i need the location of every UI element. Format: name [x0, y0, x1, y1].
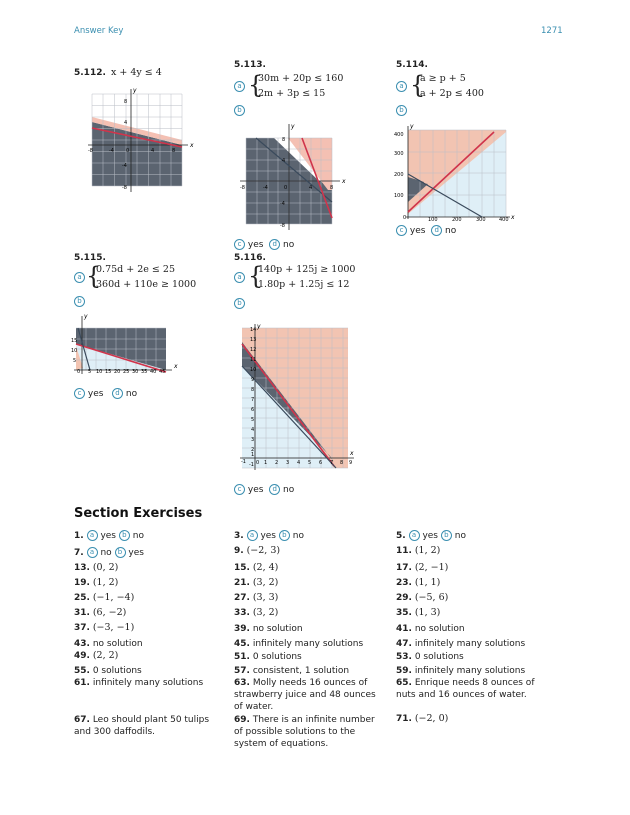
- tick-label: 0: [256, 460, 260, 466]
- exercise-answer: (1, 1): [414, 577, 441, 588]
- tick-label: 13: [250, 337, 257, 343]
- exercise-number: 19.: [74, 578, 90, 588]
- exercise-answer: consistent, 1 solution: [252, 666, 350, 676]
- exercise-number: 13.: [74, 563, 90, 573]
- tick-label: 8: [340, 460, 344, 466]
- exercise-number: 51.: [234, 652, 250, 662]
- exercise-15: [234, 562, 384, 574]
- tick-label: 6: [319, 460, 323, 466]
- y-axis-label: y: [133, 87, 137, 94]
- tick-label: 0: [403, 215, 407, 221]
- exercise-answer: (−2, 3): [246, 545, 281, 556]
- exercise-27: [234, 592, 384, 604]
- part-a-marker: a: [247, 530, 258, 541]
- part-d-marker: d: [431, 225, 442, 236]
- brace: {: [248, 262, 264, 290]
- exercise-number: 1.: [74, 531, 84, 541]
- tick-label: -8: [122, 185, 127, 191]
- page-number: 1271: [541, 26, 563, 36]
- part-c-marker: c: [74, 388, 85, 399]
- tick-label: -1: [241, 459, 246, 465]
- exercise-number: 49.: [74, 651, 90, 661]
- exercise-answer: (2, −1): [414, 562, 449, 573]
- inequality-2: 2m + 3p ≤ 15: [258, 88, 326, 99]
- tick-label: 4: [251, 427, 255, 433]
- part-a-marker: a: [87, 530, 98, 541]
- exercise-answer: 0 solutions: [252, 652, 302, 662]
- problem-5-112: [74, 60, 162, 79]
- part-a-marker: a: [409, 530, 420, 541]
- inequality-2: 360d + 110e ≥ 1000: [96, 279, 197, 290]
- exercise-answer: (−2, 0): [414, 713, 449, 724]
- running-header-title: Answer Key: [74, 26, 124, 36]
- tick-label: 5: [88, 369, 92, 375]
- exercise-number: 47.: [396, 639, 412, 649]
- exercise-67: [74, 714, 224, 738]
- exercise-number: 15.: [234, 563, 250, 573]
- exercise-answer: (3, 2): [252, 577, 279, 588]
- tick-label: 8: [251, 387, 255, 393]
- graph-5-115: [68, 310, 188, 380]
- tick-label: 5: [73, 358, 77, 364]
- exercise-1: [74, 530, 224, 542]
- problem-number: 5.114.: [396, 60, 428, 70]
- part-c-marker: c: [396, 225, 407, 236]
- part-b-marker: b: [441, 530, 452, 541]
- tick-label: 300: [476, 217, 486, 222]
- part-b-marker: b: [234, 298, 245, 309]
- tick-label: 9: [251, 377, 255, 383]
- part-d-marker: d: [112, 388, 123, 399]
- part-b-marker: b: [119, 530, 130, 541]
- exercise-number: 53.: [396, 652, 412, 662]
- exercise-answer: (1, 2): [92, 577, 119, 588]
- exercise-number: 59.: [396, 666, 412, 676]
- answer-b: no: [292, 531, 304, 541]
- exercise-number: 27.: [234, 593, 250, 603]
- exercise-number: 55.: [74, 666, 90, 676]
- tick-label: 5: [308, 460, 312, 466]
- part-c-d-answers: [234, 484, 294, 495]
- tick-label: 2: [251, 447, 255, 453]
- answer-d: no: [445, 226, 457, 236]
- x-axis-label: x: [174, 363, 178, 370]
- tick-label: 0: [77, 369, 81, 375]
- exercise-number: 69.: [234, 715, 250, 725]
- exercise-number: 57.: [234, 666, 250, 676]
- exercise-answer: no solution: [252, 624, 303, 634]
- part-b-marker: b: [115, 547, 126, 558]
- tick-label: 10: [96, 369, 103, 375]
- exercise-47: [396, 638, 556, 650]
- exercise-49: [74, 650, 224, 662]
- exercise-29: [396, 592, 546, 604]
- exercise-answer: (2, 2): [92, 650, 119, 661]
- tick-label: 1: [251, 452, 255, 458]
- inequality-2: 1.80p + 1.25j ≤ 12: [258, 279, 350, 290]
- part-b-marker: b: [74, 296, 85, 307]
- answer-c: yes: [87, 389, 104, 399]
- exercise-answer: (2, 4): [252, 562, 279, 573]
- exercise-11: [396, 545, 546, 557]
- tick-label: 4: [297, 460, 301, 466]
- answer-a: yes: [100, 531, 116, 541]
- exercise-answer: (1, 3): [414, 607, 441, 618]
- exercise-69: [234, 714, 384, 750]
- exercise-number: 11.: [396, 546, 412, 556]
- answer-b: no: [454, 531, 466, 541]
- exercise-number: 25.: [74, 593, 90, 603]
- tick-label: 14: [250, 327, 257, 333]
- tick-label: 10: [250, 367, 257, 373]
- exercise-answer: (3, 3): [252, 592, 279, 603]
- exercise-3: [234, 530, 384, 542]
- exercise-number: 3.: [234, 531, 244, 541]
- tick-label: 11: [250, 357, 257, 363]
- tick-label: 0: [284, 185, 288, 191]
- answer-d: no: [125, 389, 138, 399]
- exercise-63: [234, 677, 384, 713]
- tick-label: 2: [275, 460, 279, 466]
- y-axis-label: y: [84, 313, 88, 320]
- tick-label: 35: [141, 369, 148, 375]
- tick-label: 3: [251, 437, 255, 443]
- inequality-1: a ≥ p + 5: [420, 73, 466, 84]
- section-title: Section Exercises: [74, 506, 203, 521]
- exercise-answer: 0 solutions: [414, 652, 464, 662]
- exercise-37: [74, 622, 224, 634]
- tick-label: 200: [452, 217, 462, 222]
- answer-c: yes: [247, 485, 264, 495]
- exercise-9: [234, 545, 384, 557]
- exercise-number: 65.: [396, 678, 412, 688]
- answer-a: no: [100, 548, 112, 558]
- x-axis-label: x: [342, 178, 346, 185]
- tick-label: 40: [150, 369, 157, 375]
- exercise-number: 17.: [396, 563, 412, 573]
- tick-label: -4: [263, 185, 268, 191]
- part-c-d-answers: [74, 388, 137, 399]
- y-axis-label: y: [257, 323, 261, 330]
- problem-5-113: [234, 60, 266, 70]
- inequality-1: 140p + 125j ≥ 1000: [258, 264, 356, 275]
- part-a-marker: a: [74, 272, 85, 283]
- tick-label: 4: [124, 120, 128, 126]
- answer-c: yes: [409, 226, 426, 236]
- exercise-answer: 0 solutions: [92, 666, 142, 676]
- exercise-55: [74, 665, 224, 677]
- inequality-2: a + 2p ≤ 400: [420, 88, 484, 99]
- exercise-53: [396, 651, 546, 663]
- answer-d: no: [283, 240, 295, 250]
- exercise-number: 29.: [396, 593, 412, 603]
- problem-number: 5.113.: [234, 60, 266, 70]
- tick-label: 8: [172, 148, 176, 154]
- part-c-marker: c: [234, 239, 245, 250]
- exercise-45: [234, 638, 394, 650]
- part-a-marker: a: [87, 547, 98, 558]
- exercise-21: [234, 577, 384, 589]
- exercise-answer: (1, 2): [414, 545, 441, 556]
- tick-label: 4: [282, 158, 286, 164]
- part-b-marker: b: [396, 105, 407, 116]
- answer-a: yes: [260, 531, 276, 541]
- tick-label: -4: [280, 201, 285, 207]
- graph-5-116: [230, 322, 360, 472]
- answer-d: no: [283, 485, 295, 495]
- exercise-answer: infinitely many solutions: [252, 639, 364, 649]
- tick-label: -8: [240, 185, 245, 191]
- exercise-answer: There is an infinite number of possible solutions to the system of equations.: [234, 715, 375, 749]
- exercise-number: 31.: [74, 608, 90, 618]
- tick-label: 15: [105, 369, 112, 375]
- exercise-33: [234, 607, 384, 619]
- exercise-answer: (3, 2): [252, 607, 279, 618]
- exercise-13: [74, 562, 224, 574]
- x-axis-label: x: [350, 450, 354, 457]
- exercise-7: [74, 547, 224, 559]
- tick-label: 200: [394, 172, 404, 178]
- answer-a: yes: [422, 531, 438, 541]
- tick-label: 5: [251, 417, 255, 423]
- exercise-31: [74, 607, 224, 619]
- problem-number: 5.112.: [74, 68, 106, 78]
- exercise-43: [74, 638, 224, 650]
- exercise-number: 5.: [396, 531, 406, 541]
- tick-label: 8: [124, 99, 128, 105]
- exercise-number: 45.: [234, 639, 250, 649]
- exercise-answer: Enrique needs 8 ounces of nuts and 16 ounces of water.: [396, 678, 535, 700]
- part-a-marker: a: [396, 81, 407, 92]
- tick-label: 8: [330, 185, 334, 191]
- exercise-answer: (−3, −1): [92, 622, 135, 633]
- exercise-number: 9.: [234, 546, 244, 556]
- exercise-number: 35.: [396, 608, 412, 618]
- exercise-23: [396, 577, 546, 589]
- exercise-number: 63.: [234, 678, 250, 688]
- part-c-d-answers: [396, 225, 456, 236]
- part-c-marker: c: [234, 484, 245, 495]
- tick-label: -1: [249, 462, 254, 468]
- exercise-answer: infinitely many solutions: [92, 678, 204, 688]
- problem-number: 5.115.: [74, 253, 106, 263]
- exercise-51: [234, 651, 384, 663]
- exercise-number: 37.: [74, 623, 90, 633]
- tick-label: 25: [123, 369, 130, 375]
- tick-label: 6: [251, 407, 255, 413]
- tick-label: 100: [428, 217, 438, 222]
- exercise-number: 39.: [234, 624, 250, 634]
- tick-label: -8: [280, 223, 285, 229]
- tick-label: -8: [88, 148, 93, 154]
- part-a-marker: a: [234, 272, 245, 283]
- tick-label: -4: [109, 148, 114, 154]
- exercise-answer: (0, 2): [92, 562, 119, 573]
- exercise-19: [74, 577, 224, 589]
- tick-label: 7: [251, 397, 255, 403]
- answer-b: no: [132, 531, 144, 541]
- tick-label: 10: [71, 348, 78, 354]
- y-axis-label: y: [291, 123, 295, 130]
- graph-5-112: [80, 86, 195, 196]
- part-b-marker: b: [279, 530, 290, 541]
- tick-label: 12: [250, 347, 257, 353]
- answer-c: yes: [247, 240, 264, 250]
- exercise-35: [396, 607, 546, 619]
- exercise-answer: (−5, 6): [414, 592, 449, 603]
- exercise-41: [396, 623, 546, 635]
- exercise-answer: (6, −2): [92, 607, 127, 618]
- tick-label: -4: [122, 163, 127, 169]
- part-a-marker: a: [234, 81, 245, 92]
- y-axis-label: y: [410, 123, 414, 130]
- tick-label: 8: [282, 137, 286, 143]
- exercise-answer: no solution: [92, 639, 143, 649]
- brace: {: [248, 71, 264, 99]
- part-d-marker: d: [269, 239, 280, 250]
- exercise-17: [396, 562, 546, 574]
- exercise-number: 33.: [234, 608, 250, 618]
- exercise-answer: no solution: [414, 624, 465, 634]
- tick-label: 400: [499, 217, 509, 222]
- tick-label: 400: [394, 132, 404, 138]
- graph-5-113: [236, 120, 351, 232]
- part-c-d-answers: [234, 239, 294, 250]
- exercise-5: [396, 530, 546, 542]
- exercise-number: 21.: [234, 578, 250, 588]
- brace: {: [410, 71, 426, 99]
- exercise-39: [234, 623, 384, 635]
- exercise-59: [396, 665, 556, 677]
- tick-label: 300: [394, 151, 404, 157]
- exercise-number: 43.: [74, 639, 90, 649]
- exercise-number: 7.: [74, 548, 84, 558]
- exercise-answer: Molly needs 16 ounces of strawberry juice and 48 ounces of water.: [234, 678, 376, 712]
- tick-label: 0: [126, 148, 130, 154]
- inequality: x + 4y ≤ 4: [110, 67, 162, 78]
- x-axis-label: x: [511, 214, 515, 221]
- exercise-61: [74, 677, 224, 689]
- exercise-number: 71.: [396, 714, 412, 724]
- problem-number: 5.116.: [234, 253, 266, 263]
- brace: {: [86, 262, 102, 290]
- inequality-1: 0.75d + 2e ≤ 25: [96, 264, 175, 275]
- tick-label: 3: [286, 460, 290, 466]
- x-axis-label: x: [190, 142, 194, 149]
- tick-label: 7: [330, 460, 334, 466]
- answer-b: yes: [128, 548, 144, 558]
- exercise-number: 23.: [396, 578, 412, 588]
- part-b-marker: b: [234, 105, 245, 116]
- exercise-number: 41.: [396, 624, 412, 634]
- tick-label: 15: [71, 338, 78, 344]
- exercise-57: [234, 665, 384, 677]
- part-d-marker: d: [269, 484, 280, 495]
- tick-label: 9: [349, 460, 353, 466]
- tick-label: 20: [114, 369, 121, 375]
- tick-label: 4: [151, 148, 155, 154]
- exercise-answer: Leo should plant 50 tulips and 300 daffodils.: [74, 715, 210, 737]
- exercise-25: [74, 592, 224, 604]
- exercise-number: 67.: [74, 715, 90, 725]
- tick-label: 1: [264, 460, 268, 466]
- exercise-answer: infinitely many solutions: [414, 639, 526, 649]
- exercise-answer: (−1, −4): [92, 592, 135, 603]
- exercise-number: 61.: [74, 678, 90, 688]
- tick-label: 100: [394, 193, 404, 199]
- exercise-65: [396, 677, 546, 701]
- exercise-71: [396, 713, 546, 725]
- graph-5-114: [390, 122, 515, 222]
- inequality-1: 30m + 20p ≤ 160: [258, 73, 344, 84]
- exercise-answer: infinitely many solutions: [414, 666, 526, 676]
- tick-label: 30: [132, 369, 139, 375]
- tick-label: 4: [309, 185, 313, 191]
- tick-label: 45: [159, 369, 166, 375]
- problem-5-114: [396, 60, 428, 70]
